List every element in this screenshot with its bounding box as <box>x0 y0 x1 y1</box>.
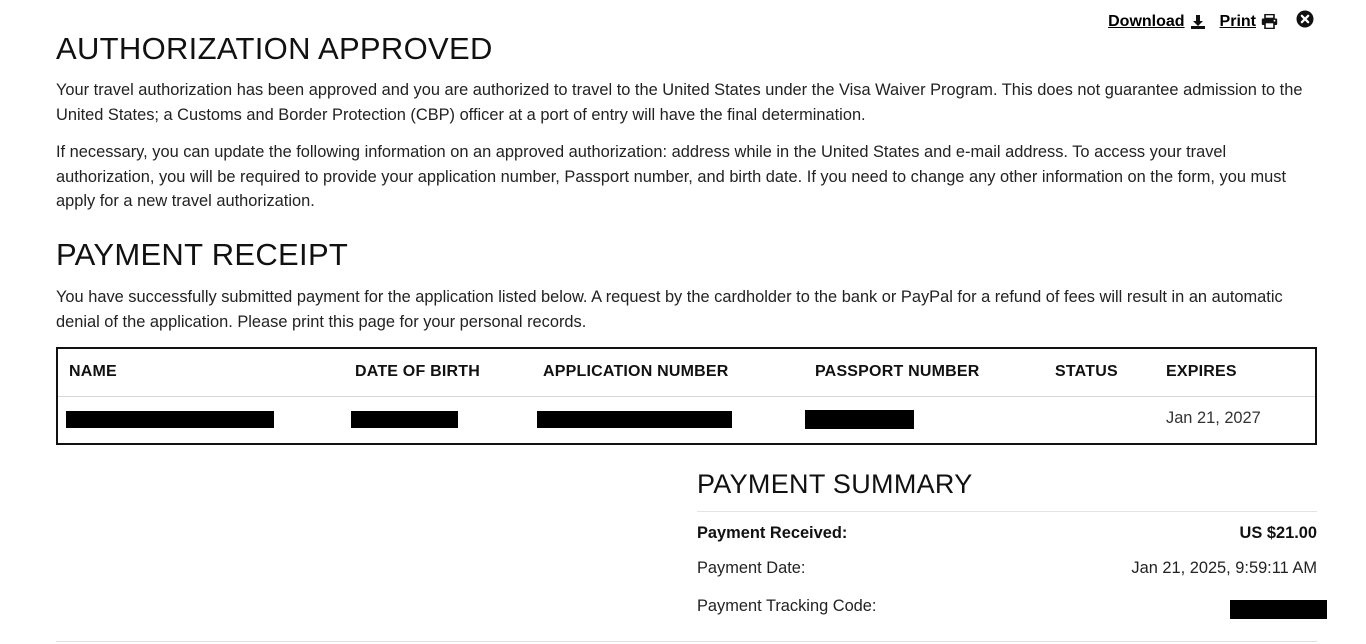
payment-date-row <box>697 559 1317 583</box>
payment-date-value: Jan 21, 2025, 9:59:11 AM <box>1131 559 1317 577</box>
print-link[interactable] <box>1220 13 1278 31</box>
table-header <box>58 349 1315 397</box>
payment-received-row <box>697 524 1317 548</box>
close-button[interactable] <box>1296 10 1314 33</box>
footer-divider <box>56 641 1317 642</box>
column-header-date-of-birth: DATE OF BIRTH <box>355 363 480 380</box>
print-label: Print <box>1219 12 1256 30</box>
redacted-date-of-birth <box>351 411 458 428</box>
table-row <box>58 397 1315 444</box>
column-header-passport-number: PASSPORT NUMBER <box>815 363 980 380</box>
payment-date-label: Payment Date: <box>697 559 806 577</box>
column-header-expires: EXPIRES <box>1166 363 1237 380</box>
authorization-update-info: If necessary, you can update the following information on an approved authorization: address while in the United States and e-mail address. To access your travel authorization, you will be required to provide your application number, Passport number, and birth date. If you need to change any other information on the form, you must apply for a new travel authorization. <box>56 143 1287 210</box>
payment-receipt-title: PAYMENT RECEIPT <box>56 237 349 272</box>
redacted-tracking-code <box>1230 600 1327 619</box>
payment-received-label: Payment Received: <box>697 524 848 542</box>
payment-tracking-code-row <box>697 597 1317 621</box>
payment-summary-title: PAYMENT SUMMARY <box>697 469 973 499</box>
redacted-name <box>66 411 274 428</box>
download-link[interactable] <box>1108 13 1205 31</box>
divider <box>697 511 1317 512</box>
payment-received-value: US $21.00 <box>1239 524 1317 542</box>
download-label: Download <box>1108 12 1185 30</box>
authorization-title: AUTHORIZATION APPROVED <box>56 31 493 66</box>
page-actions <box>1108 10 1314 33</box>
column-header-name: NAME <box>69 363 117 380</box>
redacted-application-number <box>537 411 732 428</box>
printer-icon <box>1261 14 1278 29</box>
receipt-table <box>56 347 1317 445</box>
column-header-status: STATUS <box>1055 363 1118 380</box>
download-icon <box>1190 14 1206 30</box>
payment-tracking-code-label: Payment Tracking Code: <box>697 597 877 615</box>
redacted-passport-number <box>805 410 914 429</box>
expires-value: Jan 21, 2027 <box>1166 409 1261 427</box>
close-circle-icon <box>1296 10 1314 33</box>
column-header-application-number: APPLICATION NUMBER <box>543 363 729 380</box>
payment-receipt-message: You have successfully submitted payment for the application listed below. A request by the cardholder to the bank or PayPal for a refund of fees will result in an automatic denial of the application. Please print this page for your personal records. <box>56 288 1283 331</box>
authorization-message: Your travel authorization has been approved and you are authorized to travel to the United States under the Visa Waiver Program. This does not guarantee admission to the United States; a Customs and Border Protection (CBP) officer at a port of entry will have the final determination. <box>56 81 1303 124</box>
